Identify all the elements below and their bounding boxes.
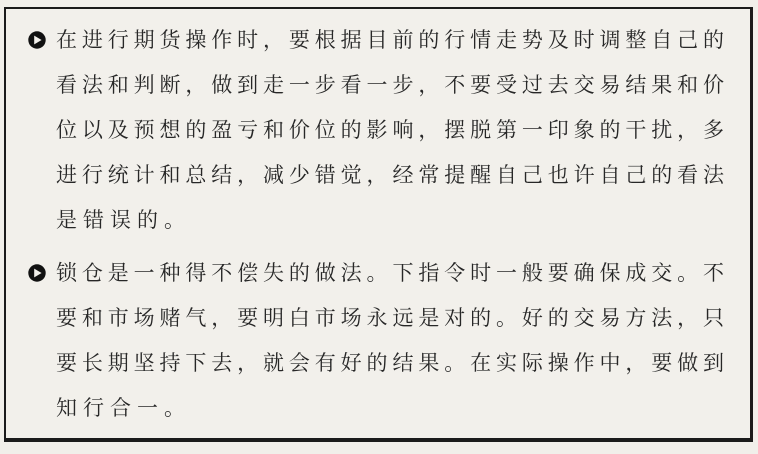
page-frame <box>4 7 753 442</box>
text-line: 在进行期货操作时，要根据目前的行情走势及时调整自己的 <box>56 28 728 52</box>
text-line: 进行统计和总结，减少错觉，经常提醒自己也许自己的看法 <box>56 163 728 187</box>
text-line: 锁仓是一种得不偿失的做法。下指令时一般要确保成交。不 <box>56 261 728 285</box>
bullet-item-1 <box>30 18 728 243</box>
play-bullet-icon <box>28 31 46 49</box>
text-line: 要和市场赌气，要明白市场永远是对的。好的交易方法，只 <box>56 306 728 330</box>
bullet-item-2 <box>30 251 728 431</box>
text-line: 位以及预想的盈亏和价位的影响，摆脱第一印象的干扰，多 <box>56 118 728 142</box>
text-line: 要长期坚持下去，就会有好的结果。在实际操作中，要做到 <box>56 351 728 375</box>
text-line: 看法和判断，做到走一步看一步，不要受过去交易结果和价 <box>56 73 728 97</box>
text-line: 知行合一。 <box>56 396 191 420</box>
play-bullet-icon <box>28 264 46 282</box>
text-line: 是错误的。 <box>56 208 191 232</box>
